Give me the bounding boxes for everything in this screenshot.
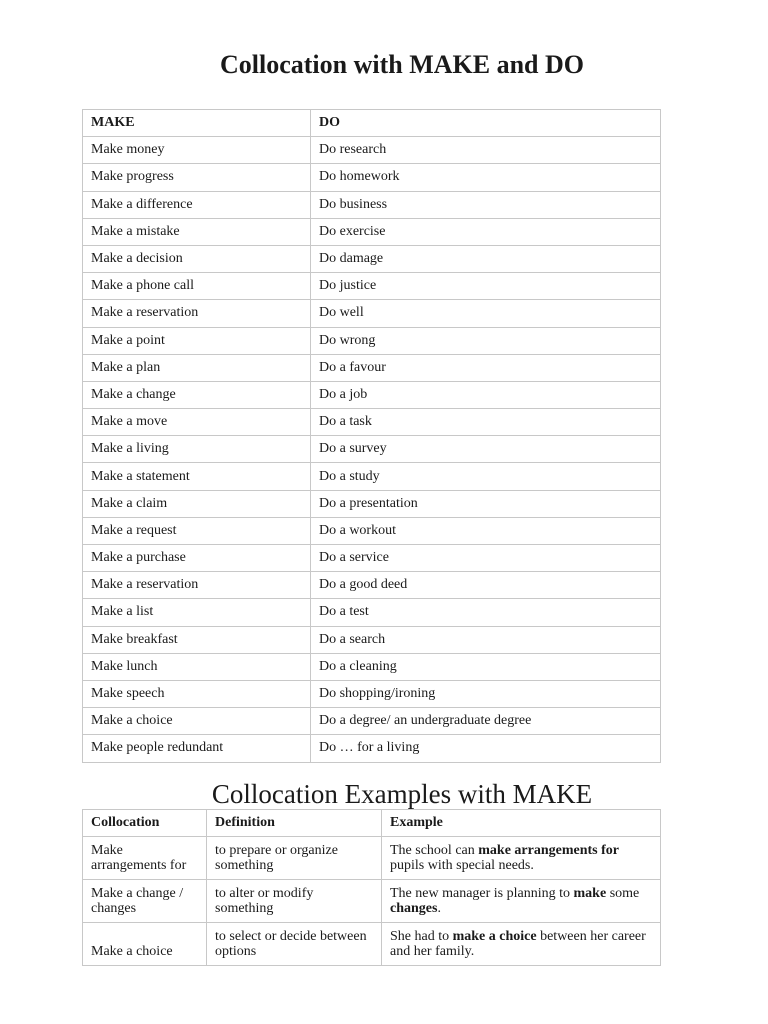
make-cell: Make a decision: [83, 245, 311, 272]
do-cell: Do a task: [311, 409, 661, 436]
table-row: [83, 880, 661, 923]
do-cell: Do a presentation: [311, 490, 661, 517]
table-row: [83, 327, 661, 354]
do-cell: Do a good deed: [311, 572, 661, 599]
example-text: some: [606, 886, 640, 901]
table-row: [83, 837, 661, 880]
collocation-cell: Make a change / changes: [83, 880, 207, 923]
example-cell: [382, 880, 661, 923]
table-row: [83, 735, 661, 762]
do-cell: Do a degree/ an undergraduate degree: [311, 708, 661, 735]
example-text: .: [437, 901, 441, 916]
make-cell: Make a statement: [83, 463, 311, 490]
do-cell: Do a job: [311, 381, 661, 408]
make-cell: Make a list: [83, 599, 311, 626]
table-row: [83, 137, 661, 164]
definition-cell: to prepare or organize something: [207, 837, 382, 880]
table-row: [83, 354, 661, 381]
do-cell: Do a favour: [311, 354, 661, 381]
table-row: [83, 191, 661, 218]
make-cell: Make a difference: [83, 191, 311, 218]
table-row: [83, 680, 661, 707]
example-text: The school can: [390, 843, 479, 858]
table-row: [83, 572, 661, 599]
do-cell: Do a search: [311, 626, 661, 653]
column-header-example: Example: [382, 810, 661, 837]
make-cell: Make a change: [83, 381, 311, 408]
do-cell: Do justice: [311, 273, 661, 300]
collocation-cell: Make a choice: [83, 923, 207, 966]
examples-table: [82, 809, 661, 966]
table-row: [83, 164, 661, 191]
make-cell: Make breakfast: [83, 626, 311, 653]
make-cell: Make progress: [83, 164, 311, 191]
make-cell: Make a request: [83, 517, 311, 544]
make-cell: Make a living: [83, 436, 311, 463]
do-cell: Do damage: [311, 245, 661, 272]
make-cell: Make people redundant: [83, 735, 311, 762]
make-do-table: [82, 109, 661, 763]
table-row: [83, 653, 661, 680]
definition-cell: to select or decide between options: [207, 923, 382, 966]
table-row: [83, 708, 661, 735]
table-row: [83, 923, 661, 966]
make-cell: Make a purchase: [83, 545, 311, 572]
do-cell: Do homework: [311, 164, 661, 191]
do-cell: Do a study: [311, 463, 661, 490]
do-cell: Do exercise: [311, 218, 661, 245]
table-header-row: [83, 110, 661, 137]
column-header-make: MAKE: [83, 110, 311, 137]
table-row: [83, 409, 661, 436]
table-row: [83, 218, 661, 245]
page-title: Collocation with MAKE and DO: [219, 50, 585, 79]
column-header-definition: Definition: [207, 810, 382, 837]
make-cell: Make a mistake: [83, 218, 311, 245]
example-cell: [382, 923, 661, 966]
example-text: pupils with special needs.: [390, 858, 534, 873]
examples-title: Collocation Examples with MAKE: [211, 779, 593, 809]
example-text: The new manager is planning to: [390, 886, 574, 901]
table-row: [83, 517, 661, 544]
examples-body: [83, 837, 661, 966]
table-row: [83, 273, 661, 300]
do-cell: Do a survey: [311, 436, 661, 463]
do-cell: Do wrong: [311, 327, 661, 354]
make-do-body: [83, 137, 661, 762]
table-row: [83, 245, 661, 272]
column-header-do: DO: [311, 110, 661, 137]
do-cell: Do a cleaning: [311, 653, 661, 680]
do-cell: Do … for a living: [311, 735, 661, 762]
example-cell: [382, 837, 661, 880]
example-text: between her career and her family.: [390, 929, 646, 959]
make-cell: Make a move: [83, 409, 311, 436]
do-cell: Do research: [311, 137, 661, 164]
example-highlight: changes: [390, 901, 438, 916]
table-row: [83, 381, 661, 408]
do-cell: Do business: [311, 191, 661, 218]
make-cell: Make a reservation: [83, 572, 311, 599]
table-row: [83, 463, 661, 490]
table-row: [83, 545, 661, 572]
make-cell: Make money: [83, 137, 311, 164]
make-cell: Make lunch: [83, 653, 311, 680]
example-highlight: make arrangements for: [478, 843, 619, 858]
make-cell: Make a claim: [83, 490, 311, 517]
example-highlight: make: [573, 886, 607, 901]
table-row: [83, 599, 661, 626]
example-highlight: make a choice: [452, 929, 537, 944]
do-cell: Do a service: [311, 545, 661, 572]
table-row: [83, 300, 661, 327]
table-row: [83, 436, 661, 463]
do-cell: Do well: [311, 300, 661, 327]
make-cell: Make a plan: [83, 354, 311, 381]
table-row: [83, 490, 661, 517]
make-cell: Make a reservation: [83, 300, 311, 327]
collocation-cell: Make arrangements for: [83, 837, 207, 880]
do-cell: Do a workout: [311, 517, 661, 544]
definition-cell: to alter or modify something: [207, 880, 382, 923]
do-cell: Do shopping/ironing: [311, 680, 661, 707]
make-cell: Make a choice: [83, 708, 311, 735]
example-text: She had to: [390, 929, 453, 944]
make-cell: Make a phone call: [83, 273, 311, 300]
table-row: [83, 626, 661, 653]
column-header-collocation: Collocation: [83, 810, 207, 837]
table-header-row: [83, 810, 661, 837]
make-cell: Make speech: [83, 680, 311, 707]
make-cell: Make a point: [83, 327, 311, 354]
do-cell: Do a test: [311, 599, 661, 626]
